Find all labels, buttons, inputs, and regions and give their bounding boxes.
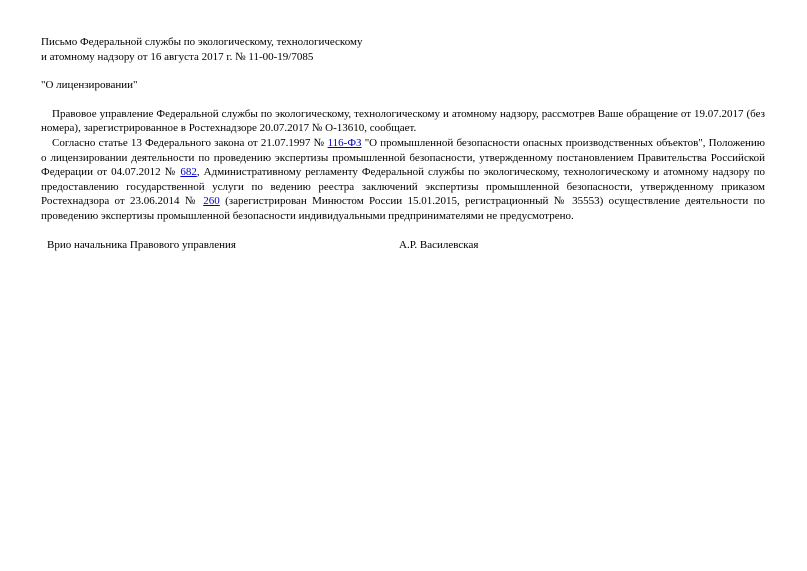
link-order-260[interactable]: 260 <box>203 195 220 208</box>
document-subject: "О лицензировании" <box>41 79 138 92</box>
signature-name: А.Р. Василевская <box>399 238 479 251</box>
signature-position: Врио начальника Правового управления <box>47 238 236 251</box>
paragraph-intro: Правовое управление Федеральной службы по экологическому, технологическому и атомному надзору, рассмотрев Ваше обращение от 19.07.2017 (без номера), зарегистрированное в Ростехнадзоре 20.07.2017 № О-13610, сообщает. <box>41 107 765 135</box>
link-resolution-682[interactable]: 682 <box>180 166 197 179</box>
title-line-1: Письмо Федеральной службы по экологическому, технологическому <box>41 36 363 48</box>
paragraph-main-text-1: Согласно статье 13 Федерального закона от 21.07.1997 № <box>52 136 328 149</box>
paragraph-main-text-2: "О промышленной безопасности опасных производственных объектов", Положению о лицензировании деятельности по проведению экспертизы промышленной безопасности, утвержденному постановлением Правительства Российской Федерации от 04.07.2012 № <box>41 136 766 179</box>
link-law-116-fz[interactable]: 116-ФЗ <box>327 136 362 149</box>
paragraph-main <box>41 136 765 224</box>
paragraph-main-text-3: , Административному регламенту Федеральной службы по экологическому, технологическому и атомному надзору по предоставлению государственной услуги по ведению реестра заключений экспертизы промышленной безопасности, утвержденному приказом Ростехнадзора от 23.06.2014 № <box>41 166 765 208</box>
title-line-2: и атомному надзору от 16 августа 2017 г. № 11-00-19/7085 <box>41 50 314 63</box>
paragraph-main-text-4: (зарегистрирован Минюстом России 15.01.2015, регистрационный № 35553) осуществление деятельности по проведению экспертизы промышленной безопасности индивидуальными предпринимателями не предусмотрено. <box>41 195 765 222</box>
signature-block <box>41 238 765 253</box>
document-body <box>41 35 765 253</box>
document-title <box>41 35 765 64</box>
